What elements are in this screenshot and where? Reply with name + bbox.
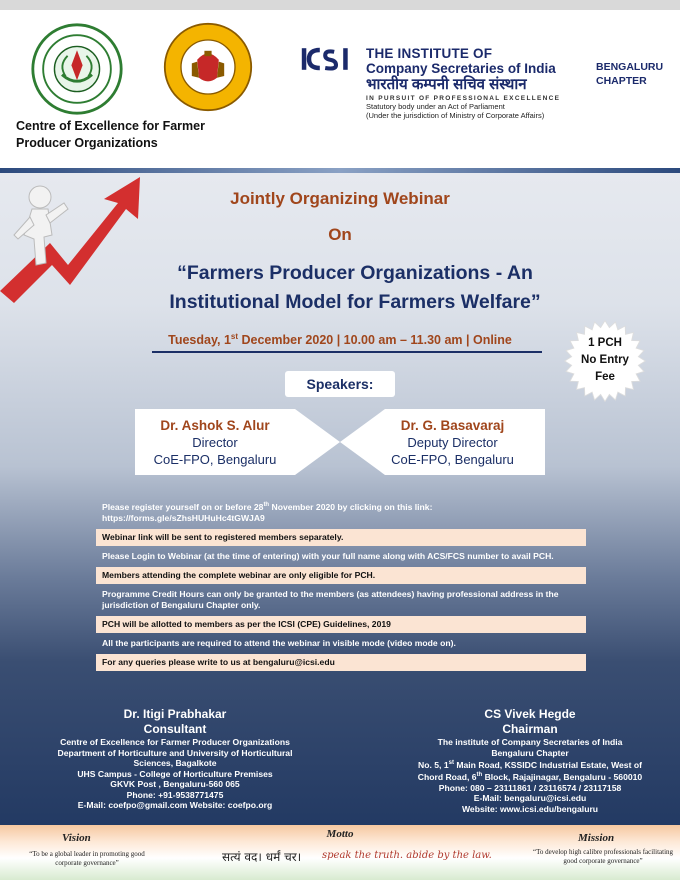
contact-left-l3: Sciences, Bagalkote [133,758,217,768]
footer [0,825,680,880]
icsi-line3-hindi: भारतीय कम्पनी सचिव संस्थान [366,76,527,93]
coe-name [16,118,246,152]
vision-text: “To be a global leader in promoting good corporate governance” [29,850,145,867]
contact-right-role: Chairman [502,722,558,736]
info-row-5: Programme Credit Hours can only be granted to the members (as attendees) having professional address in the jurisdiction of Bengaluru Chapter only. [102,588,559,610]
chapter-line1: BENGALURU [596,61,664,73]
speaker-1 [135,417,295,468]
info-registration [96,497,586,527]
speaker-2-org: CoE-FPO, Bengaluru [391,452,514,467]
contact-left-l4: UHS Campus - College of Horticulture Premises [77,768,273,779]
contact-left-l2: Department of Horticulture and University of Horticultural [57,747,293,758]
info-list [96,497,586,673]
main-panel [0,173,680,825]
contact-right-l1: The institute of Company Secretaries of India [437,737,623,747]
contact-right-l4sup: th [476,772,483,779]
contact-right-l3b: Main Road, KSSIDC Industrial Estate, West of [453,759,642,770]
contact-right-email[interactable]: E-Mail: bengaluru@icsi.edu [473,793,587,804]
contact-left-name: Dr. Itigi Prabhakar [123,707,227,721]
icsi-name-block [366,46,586,120]
karnataka-emblem-icon [163,22,253,112]
contact-left-l1: Centre of Excellence for Farmer Producer Organizations [60,737,290,747]
contact-left [30,707,320,811]
speaker-1-name: Dr. Ashok S. Alur [160,418,270,433]
contact-right-phone: Phone: 080 – 23111861 / 23116574 / 23117158 [438,782,622,793]
contact-right-l2: Bengaluru Chapter [491,747,569,758]
contact-right-l3 [395,758,665,770]
date-underline [152,351,542,353]
date-suffix: December 2020 | 10.00 am – 11.30 am | Online [238,333,512,348]
contact-left-email[interactable]: E-Mail: coefpo@gmail.com Website: coefpo.org [77,800,273,810]
chapter-line2: CHAPTER [596,75,647,87]
icsi-line1: THE INSTITUTE OF [366,46,493,61]
icsi-jurisdiction: (Under the jurisdiction of Ministry of Corporate Affairs) [366,111,545,120]
coe-fpo-logo-icon [30,22,124,116]
chapter-name [596,60,663,88]
info-row-4: Members attending the complete webinar are only eligible for PCH. [96,567,586,584]
info-registration-a: Please register yourself on or before 28 [102,501,264,512]
speaker-1-role: Director [192,435,238,450]
mission-text: “To develop high calibre professionals facilitating good corporate governance” [532,848,674,865]
motto-hindi: सत्यं वद। धर्मं चर। [222,850,302,864]
badge-line2: No Entry [581,354,629,366]
date-sup: st [230,332,239,341]
event-heading: Jointly Organizing Webinar [230,189,450,208]
icsi-tagline: IN PURSUIT OF PROFESSIONAL EXCELLENCE [366,95,561,102]
info-row-3: Please Login to Webinar (at the time of entering) with your full name along with ACS/FCS number to avail PCH. [102,550,554,561]
header [0,0,680,172]
event-title [110,259,600,317]
icsi-statutory: Statutory body under an Act of Parliament [366,102,505,111]
motto-english: speak the truth. abide by the law. [322,850,492,861]
contact-right [395,707,665,814]
info-registration-b: November 2020 by clicking on this link: [269,501,433,512]
info-row-7: All the participants are required to attend the webinar in visible mode (video mode on). [102,637,456,648]
coe-name-line2: Producer Organizations [16,136,158,150]
contact-right-l4 [395,770,665,782]
contact-left-role: Consultant [143,722,207,736]
coe-name-line1: Centre of Excellence for Farmer [16,119,205,133]
speaker-2-name: Dr. G. Basavaraj [400,418,505,433]
contact-left-l5: GKVK Post , Bengaluru-560 065 [110,779,240,789]
mission-heading: Mission [578,832,615,844]
icsi-line2: Company Secretaries of India [366,61,556,76]
contact-left-phone: Phone: +91-9538771475 [126,789,224,800]
badge-line1: 1 PCH [588,337,622,349]
header-top-line [0,0,680,10]
contact-right-website[interactable]: Website: www.icsi.edu/bengaluru [461,803,599,814]
speaker-2-role: Deputy Director [407,435,498,450]
event-title-line2: Institutional Model for Farmers Welfare” [169,291,541,313]
vision-heading: Vision [62,832,91,844]
motto-heading: Motto [326,828,354,840]
speakers-heading: Speakers: [285,371,395,397]
event-on: On [328,225,352,244]
info-row-8: For any queries please write to us at bengaluru@icsi.edu [96,654,586,671]
contact-right-l4a: Chord Road, 6 [417,772,477,783]
contact-right-l3a: No. 5, 1 [418,759,449,770]
contact-right-name: CS Vivek Hegde [484,707,576,721]
icsi-logo-icon [300,42,354,76]
speaker-2 [360,417,545,468]
event-title-line1: “Farmers Producer Organizations - An [177,262,533,284]
contact-right-l3sup: st [448,760,454,766]
badge-line3: Fee [595,371,615,383]
info-row-6: PCH will be allotted to members as per the ICSI (CPE) Guidelines, 2019 [96,616,586,633]
info-row-2: Webinar link will be sent to registered members separately. [96,529,586,546]
pch-badge [563,335,647,386]
speaker-1-org: CoE-FPO, Bengaluru [153,452,277,467]
info-registration-sup: th [263,502,270,508]
contact-right-l4b: Block, Rajajinagar, Bengaluru - 560010 [482,772,643,783]
date-prefix: Tuesday, 1 [168,333,231,348]
registration-link[interactable]: https://forms.gle/sZhsHUHuHc4tGWJA9 [102,512,265,523]
